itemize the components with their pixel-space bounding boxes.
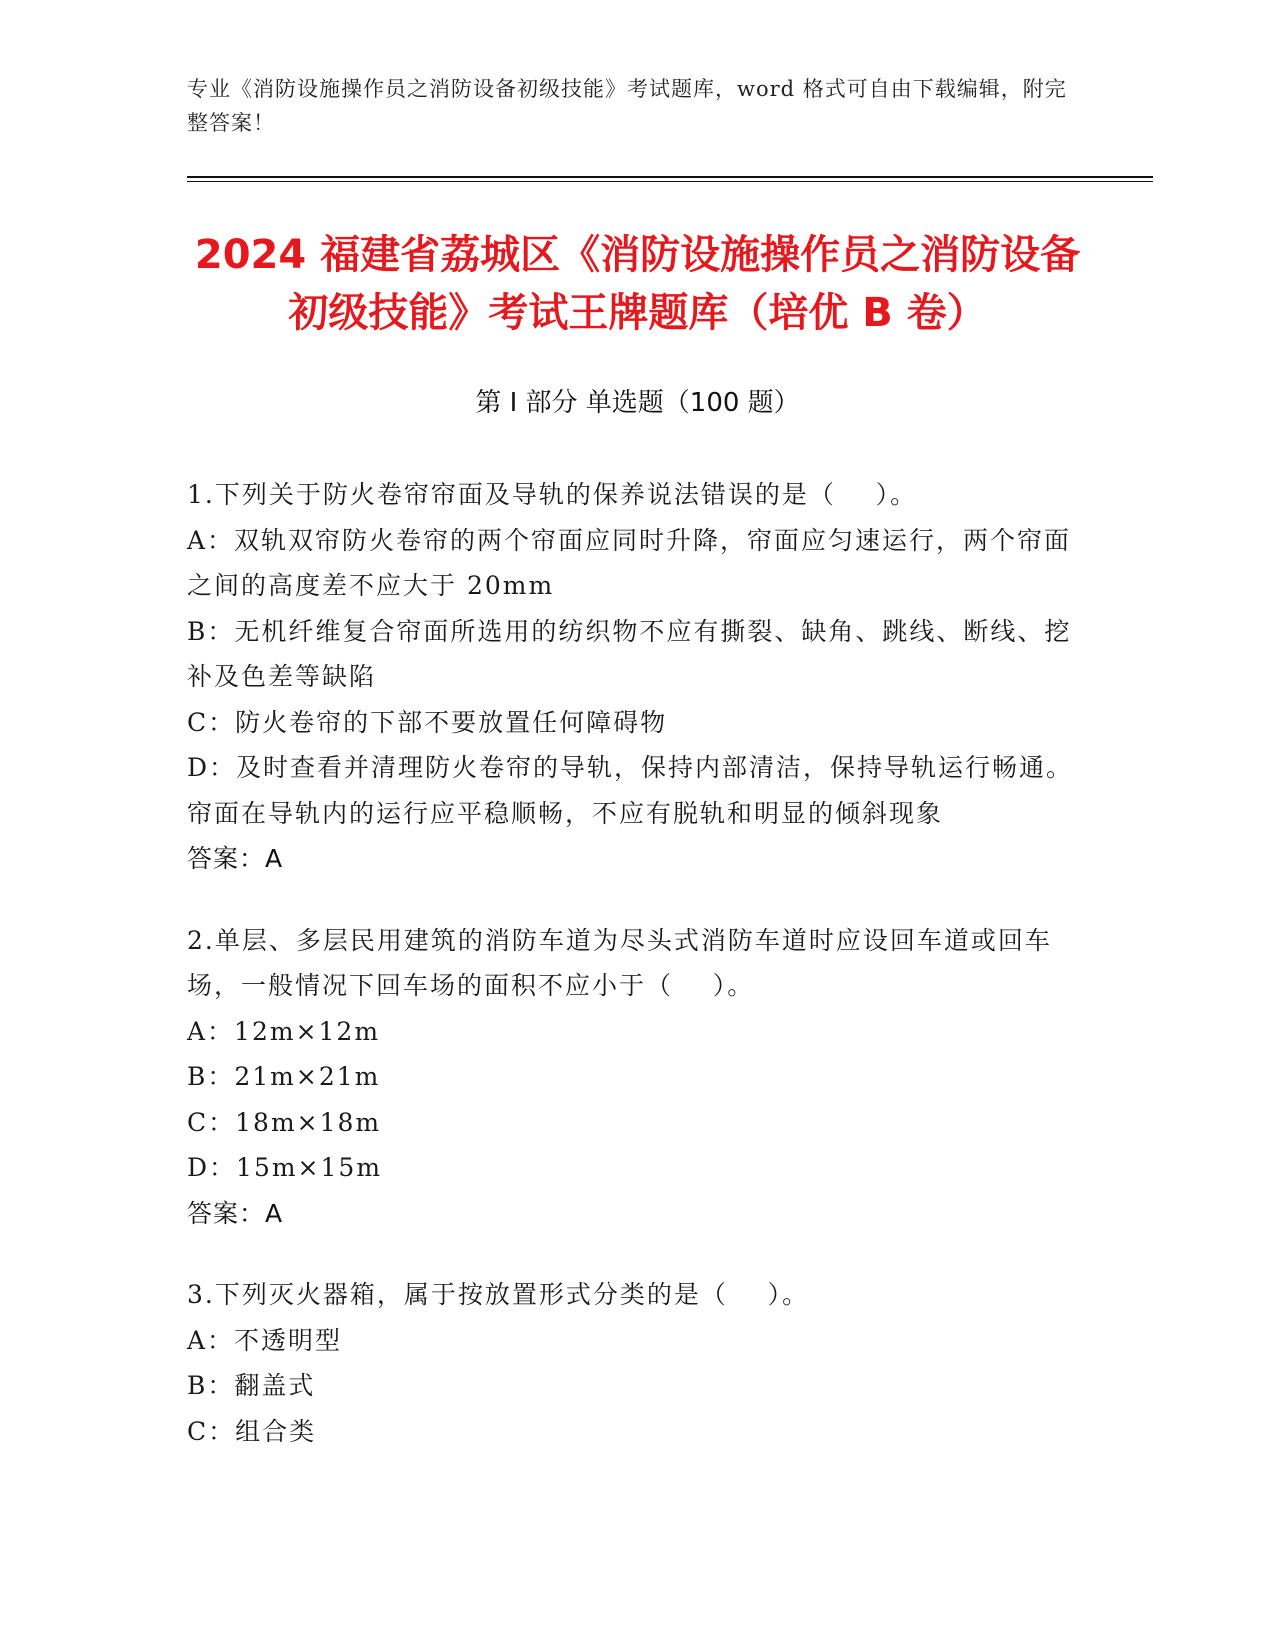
answer-label: 答案：A [187,1198,284,1228]
question-3 [187,1272,1077,1454]
answer-label: 答案：A [187,844,284,873]
option-b: B：翻盖式 [187,1371,316,1400]
header-rule-thick [187,176,1153,178]
question-1 [187,472,1077,882]
question-stem: 1.下列关于防火卷帘帘面及导轨的保养说法错误的是（ ）。 [187,480,918,509]
option-b: B：21m×21m [187,1062,381,1091]
question-stem: 2.单层、多层民用建筑的消防车道为尽头式消防车道时应设回车道或回车场，一般情况下回车场的面积不应小于（ ）。 [187,925,1052,1000]
option-a: A：双轨双帘防火卷帘的两个帘面应同时升降，帘面应匀速运行，两个帘面之间的高度差不应大于 20mm [187,525,1072,600]
option-c: C：组合类 [187,1416,317,1446]
option-a: A：不透明型 [187,1325,343,1355]
document-title: 2024 福建省荔城区《消防设施操作员之消防设备初级技能》考试王牌题库（培优 B 卷） [194,232,1081,336]
section-title: 第 I 部分 单选题（100 题） [475,388,800,418]
option-c: C：防火卷帘的下部不要放置任何障碍物 [187,707,668,737]
question-2 [187,918,1077,1237]
question-list [187,472,1077,1490]
header-rule-thin [187,181,1153,182]
option-c: C：18m×18m [187,1107,382,1137]
header-note: 专业《消防设施操作员之消防设备初级技能》考试题库，word 格式可自由下载编辑，附完整答案！ [187,77,1067,135]
option-d: D：及时查看并清理防火卷帘的导轨，保持内部清洁，保持导轨运行畅通。帘面在导轨内的运行应平稳顺畅，不应有脱轨和明显的倾斜现象 [187,753,1074,828]
option-b: B：无机纤维复合帘面所选用的纺织物不应有撕裂、缺角、跳线、断线、挖补及色差等缺陷 [187,616,1072,691]
question-stem: 3.下列灭火器箱，属于按放置形式分类的是（ ）。 [187,1280,810,1309]
option-a: A：12m×12m [187,1016,381,1046]
option-d: D：15m×15m [187,1153,383,1182]
